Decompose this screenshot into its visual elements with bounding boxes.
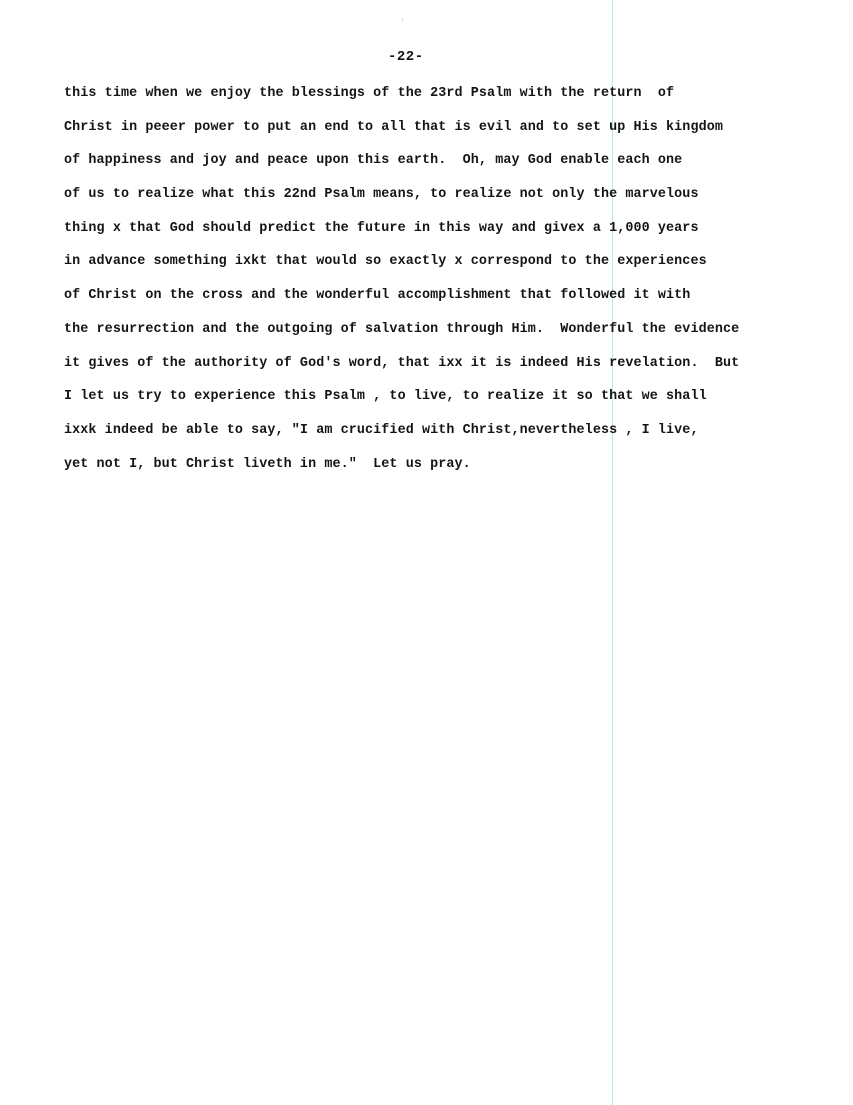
text-line-5: thing x that God should predict the future in this way and givex a 1,000 years	[64, 220, 699, 236]
text-line-2: Christ in peeer power to put an end to all that is evil and to set up His kingdom	[64, 119, 723, 135]
text-line-4: of us to realize what this 22nd Psalm means, to realize not only the marvelous	[64, 187, 699, 203]
text-line-7: of Christ on the cross and the wonderful accomplishment that followed it with	[64, 288, 691, 304]
paper-speck	[402, 18, 403, 21]
text-line-1: this time when we enjoy the blessings of the 23rd Psalm with the return of	[64, 86, 675, 101]
text-line-8: the resurrection and the outgoing of salvation through Him. Wonderful the evidence	[64, 321, 740, 337]
text-line-10: I let us try to experience this Psalm , to live, to realize it so that we shall	[64, 389, 707, 405]
text-line-6: in advance something ixkt that would so exactly x correspond to the experiences	[64, 254, 707, 270]
text-line-11: ixxk indeed be able to say, "I am crucified with Christ,nevertheless , I live,	[64, 422, 699, 438]
text-line-12: yet not I, but Christ liveth in me." Let us pray.	[64, 456, 471, 472]
body-text	[64, 84, 739, 488]
text-line-3: of happiness and joy and peace upon this earth. Oh, may God enable each one	[64, 153, 683, 169]
text-line-9: it gives of the authority of God's word, that ixx it is indeed His revelation. But	[64, 355, 740, 371]
page-number: -22-	[388, 49, 424, 65]
